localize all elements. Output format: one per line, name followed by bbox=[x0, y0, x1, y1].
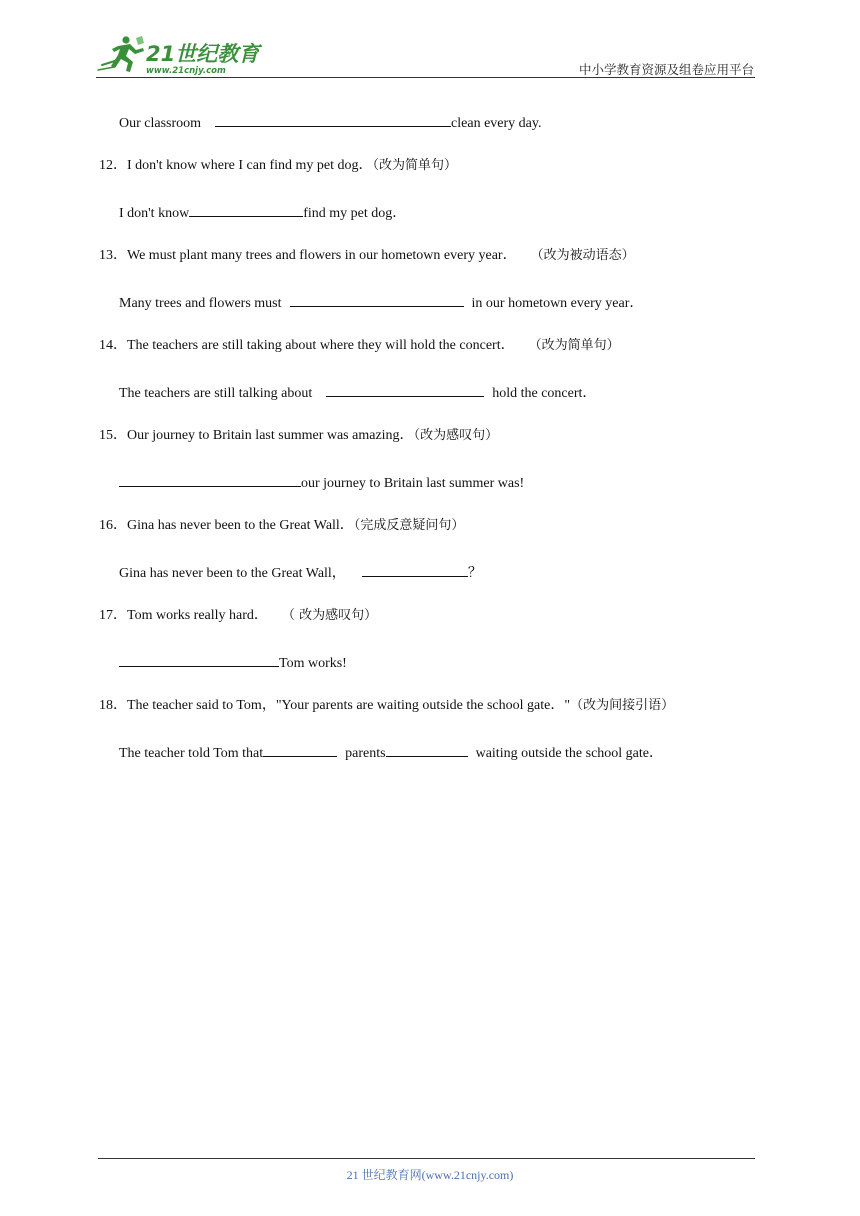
q15-answer-line bbox=[119, 472, 524, 493]
footer-site-link[interactable]: 21 世纪教育网(www.21cnjy.com) bbox=[346, 1168, 514, 1182]
q11-answer-prefix: Our classroom bbox=[119, 116, 202, 131]
q18-answer-prefix: The teacher told Tom that bbox=[119, 746, 264, 761]
q15-answer-suffix: our journey to Britain last summer was! bbox=[301, 476, 525, 491]
q18-answer-line bbox=[119, 742, 663, 763]
q18-blank-1[interactable] bbox=[263, 742, 337, 757]
q16-answer-prefix: Gina has never been to the Great Wall， bbox=[119, 566, 346, 581]
q14-blank[interactable] bbox=[326, 382, 484, 397]
q14-question bbox=[99, 337, 620, 355]
q15-question bbox=[99, 427, 498, 445]
q16-question bbox=[99, 517, 464, 535]
q17-instruction: （ 改为感叹句） bbox=[281, 608, 378, 623]
q12-answer-prefix: I don't know bbox=[119, 206, 190, 221]
q13-answer-line bbox=[119, 292, 643, 313]
q12-text: 12．I don't know where I can find my pet dog． bbox=[99, 158, 373, 173]
footer-divider bbox=[98, 1158, 755, 1159]
q17-text: 17．Tom works really hard． bbox=[99, 608, 268, 623]
q14-instruction: （改为简单句） bbox=[528, 338, 620, 353]
q16-instruction: （完成反意疑问句） bbox=[353, 518, 465, 533]
q18-question bbox=[99, 697, 674, 715]
header-divider bbox=[96, 77, 755, 78]
q11-answer-suffix: clean every day. bbox=[451, 116, 542, 131]
page-header bbox=[96, 34, 756, 78]
q13-answer-suffix: in our hometown every year． bbox=[471, 296, 644, 311]
svg-text:www.21cnjy.com: www.21cnjy.com bbox=[146, 66, 226, 76]
q12-answer-suffix: find my pet dog． bbox=[303, 206, 407, 221]
logo-icon bbox=[96, 34, 266, 78]
q12-answer-line bbox=[119, 202, 406, 223]
q12-instruction: （改为简单句） bbox=[372, 158, 458, 173]
q12-question bbox=[99, 157, 457, 175]
q14-text: 14．The teachers are still taking about where they will hold the concert． bbox=[99, 338, 515, 353]
q14-answer-prefix: The teachers are still talking about bbox=[119, 386, 313, 401]
q15-blank[interactable] bbox=[119, 472, 301, 487]
q13-instruction: （改为被动语态） bbox=[530, 248, 635, 263]
q16-blank[interactable] bbox=[362, 562, 468, 577]
q11-answer-line bbox=[119, 112, 541, 133]
q16-text: 16．Gina has never been to the Great Wall． bbox=[99, 518, 354, 533]
q18-blank-2[interactable] bbox=[386, 742, 468, 757]
q14-answer-suffix: hold the concert． bbox=[492, 386, 597, 401]
q15-instruction: （改为感叹句） bbox=[413, 428, 499, 443]
svg-text:21世纪教育: 21世纪教育 bbox=[146, 42, 260, 66]
q14-answer-line bbox=[119, 382, 596, 403]
header-platform-name: 中小学教育资源及组卷应用平台 bbox=[578, 62, 754, 77]
q18-answer-suffix: waiting outside the school gate． bbox=[475, 746, 664, 761]
q13-question bbox=[99, 247, 635, 265]
q17-question bbox=[99, 607, 377, 625]
q12-blank[interactable] bbox=[189, 202, 303, 217]
q18-text: 18．The teacher said to Tom，"Your parents are waiting outside the school gate．" bbox=[99, 698, 571, 713]
site-logo bbox=[96, 34, 266, 78]
q16-answer-line bbox=[119, 562, 482, 583]
q13-text: 13．We must plant many trees and flowers in our hometown every year． bbox=[99, 248, 517, 263]
q13-blank[interactable] bbox=[290, 292, 464, 307]
q18-instruction: （改为间接引语） bbox=[570, 698, 675, 713]
q17-answer-suffix: Tom works! bbox=[279, 656, 347, 671]
q11-blank[interactable] bbox=[215, 112, 451, 127]
q16-answer-suffix: ？ bbox=[467, 566, 482, 581]
q17-blank[interactable] bbox=[119, 652, 279, 667]
q17-answer-line bbox=[119, 652, 347, 673]
q15-text: 15．Our journey to Britain last summer was amazing． bbox=[99, 428, 414, 443]
q18-answer-middle: parents bbox=[345, 746, 386, 761]
q13-answer-prefix: Many trees and flowers must bbox=[119, 296, 282, 311]
